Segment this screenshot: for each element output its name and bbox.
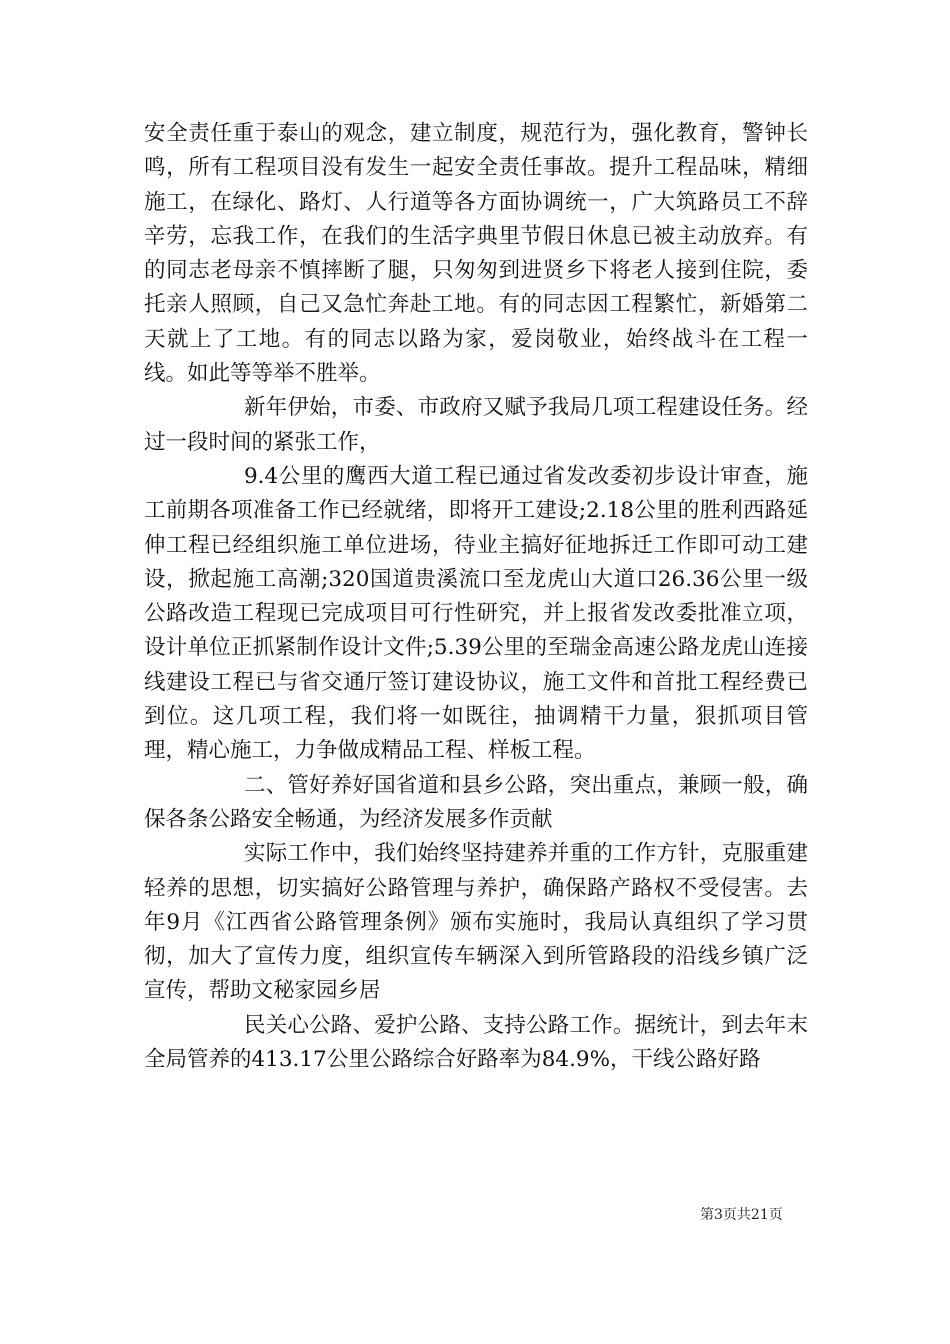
paragraph-projects: 9.4公里的鹰西大道工程已通过省发改委初步设计审查，施工前期各项准备工作已经就绪，即将开工建设;2.18公里的胜利西路延伸工程已经组织施工单位进场，待业主搞好征地拆迁工作即可动工建设，掀起施工高潮;320国道贵溪流口至龙虎山大道口26.36公里一级公路改造工程现已完成项目可行性研究，并上报省发改委批准立项，设计单位正抓紧制作设计文件;5.39公里的至瑞金高速公路龙虎山连接线建设工程已与省交通厅签订建设协议，施工文件和首批工程经费已到位。这几项工程，我们将一如既往，抽调精干力量，狠抓项目管理，精心施工，力争做成精品工程、样板工程。 bbox=[144, 463, 808, 764]
page-number: 第3页共21页 bbox=[700, 1207, 783, 1223]
paragraph-statistics: 民关心公路、爱护公路、支持公路工作。据统计，到去年末全局管养的413.17公里公路综合好路率为84.9%，干线公路好路 bbox=[144, 1012, 808, 1073]
section-heading-two: 二、管好养好国省道和县乡公路，突出重点，兼顾一般，确保各条公路安全畅通，为经济发展多作贡献 bbox=[144, 772, 808, 832]
paragraph-maintenance: 实际工作中，我们始终坚持建养并重的工作方针，克服重建轻养的思想，切实搞好公路管理与养护，确保路产路权不受侵害。去年9月《江西省公路管理条例》颁布实施时，我局认真组织了学习贯彻，加大了宣传力度，组织宣传车辆深入到所管路段的沿线乡镇广泛宣传，帮助文秘家园乡居 bbox=[144, 841, 808, 1004]
paragraph-new-year: 新年伊始，市委、市政府又赋予我局几项工程建设任务。经过一段时间的紧张工作， bbox=[144, 395, 808, 455]
paragraph-safety: 安全责任重于泰山的观念，建立制度，规范行为，强化教育，警钟长鸣，所有工程项目没有发生一起安全责任事故。提升工程品味，精细施工，在绿化、路灯、人行道等各方面协调统一，广大筑路员工不辞辛劳，忘我工作，在我们的生活字典里节假日休息已被主动放弃。有的同志老母亲不慎摔断了腿，只匆匆到进贤乡下将老人接到住院，委托亲人照顾，自己又急忙奔赴工地。有的同志因工程繁忙，新婚第二天就上了工地。有的同志以路为家，爱岗敬业，始终战斗在工程一线。如此等等举不胜举。 bbox=[144, 121, 808, 387]
document-body bbox=[144, 117, 808, 1077]
